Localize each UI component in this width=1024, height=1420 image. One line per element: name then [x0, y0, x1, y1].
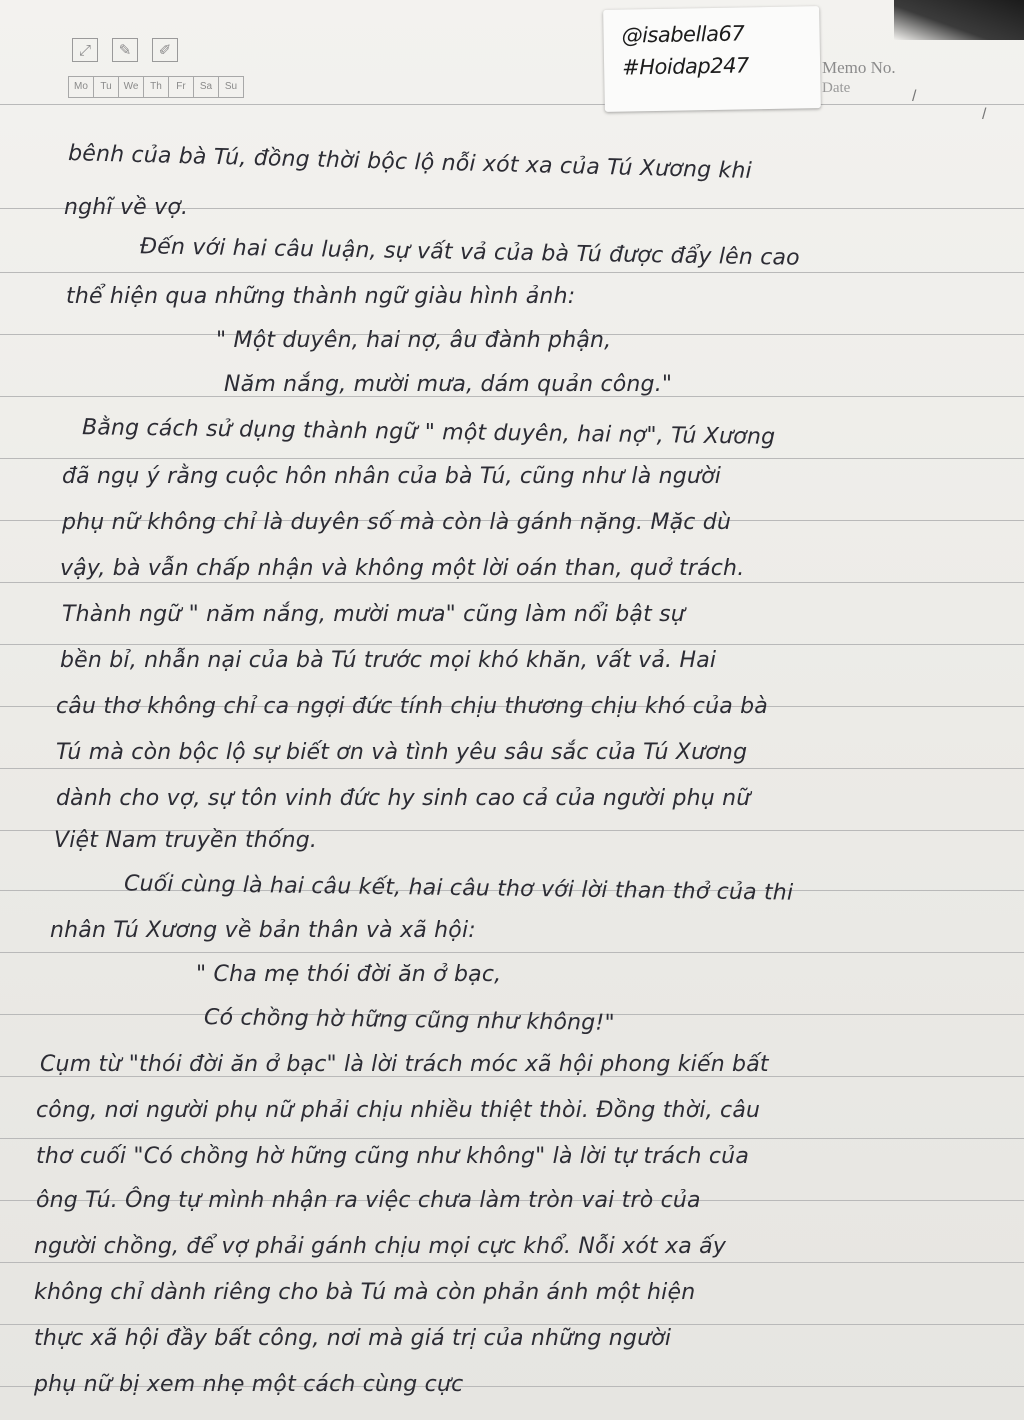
text-line: công, nơi người phụ nữ phải chịu nhiều thiệt thòi. Đồng thời, câu	[36, 1098, 761, 1123]
text-line: thể hiện qua những thành ngữ giàu hình ảnh:	[66, 284, 576, 309]
text-line: bênh của bà Tú, đồng thời bộc lộ nỗi xót xa của Tú Xương khi	[67, 141, 753, 184]
date-label: Date	[822, 80, 851, 96]
weekday-label: Sa	[194, 77, 219, 97]
text-line: bền bỉ, nhẫn nại của bà Tú trước mọi khó khăn, vất vả. Hai	[60, 648, 717, 673]
weekday-label: Tu	[94, 77, 119, 97]
date-separator: /	[912, 88, 917, 105]
text-line: người chồng, để vợ phải gánh chịu mọi cực khổ. Nỗi xót xa ấy	[34, 1234, 727, 1259]
text-line: Thành ngữ " năm nắng, mười mưa" cũng làm nổi bật sự	[62, 602, 685, 627]
text-line: Bằng cách sử dụng thành ngữ " một duyên, hai nợ", Tú Xương	[81, 415, 776, 450]
edit-icon: ✐	[152, 38, 178, 62]
text-line: " Cha mẹ thói đời ăn ở bạc,	[196, 962, 502, 987]
text-line: câu thơ không chỉ ca ngợi đức tính chịu thương chịu khó của bà	[56, 694, 768, 719]
text-line: Có chồng hờ hững cũng như không!"	[203, 1005, 615, 1036]
weekday-label: Th	[144, 77, 169, 97]
text-line: Cuối cùng là hai câu kết, hai câu thơ với lời than thở của thi	[123, 871, 794, 906]
text-line: dành cho vợ, sự tôn vinh đức hy sinh cao cả của người phụ nữ	[56, 786, 751, 811]
text-line: Tú mà còn bộc lộ sự biết ơn và tình yêu sâu sắc của Tú Xương	[56, 740, 748, 765]
text-line: nhân Tú Xương về bản thân và xã hội:	[50, 918, 476, 943]
text-line: thực xã hội đầy bất công, nơi mà giá trị của những người	[34, 1326, 672, 1351]
text-line: Đến với hai câu luận, sự vất vả của bà Tú được đẩy lên cao	[139, 234, 801, 271]
text-line: vậy, bà vẫn chấp nhận và không một lời oán than, quở trách.	[60, 556, 745, 581]
sticker-tag: #Hoidap247	[621, 53, 750, 80]
text-line: phụ nữ bị xem nhẹ một cách cùng cực	[34, 1372, 464, 1397]
date-separator: /	[982, 106, 987, 123]
text-line: ông Tú. Ông tự mình nhận ra việc chưa làm tròn vai trò của	[36, 1188, 701, 1213]
sticker-handle: @isabella67	[621, 21, 745, 48]
expand-icon: ⤢	[72, 38, 98, 62]
text-line: Cụm từ "thói đời ăn ở bạc" là lời trách móc xã hội phong kiến bất	[40, 1052, 769, 1077]
text-line: " Một duyên, hai nợ, âu đành phận,	[216, 328, 612, 353]
text-line: thơ cuối "Có chồng hờ hững cũng như không" là lời tự trách của	[36, 1144, 750, 1169]
weekday-label: Su	[224, 81, 238, 92]
text-line: Năm nắng, mười mưa, dám quản công."	[224, 372, 673, 397]
weekday-label: Mo	[69, 77, 94, 97]
text-line: nghĩ về vợ.	[64, 195, 189, 220]
pen-icon: ✎	[112, 38, 138, 62]
text-line: phụ nữ không chỉ là duyên số mà còn là gánh nặng. Mặc dù	[62, 510, 732, 535]
weekday-label: Fr	[169, 77, 194, 97]
memo-label: Memo No.	[822, 58, 896, 77]
weekday-label: We	[119, 77, 144, 97]
text-line: Việt Nam truyền thống.	[54, 828, 318, 853]
text-line: không chỉ dành riêng cho bà Tú mà còn phản ánh một hiện	[34, 1280, 696, 1305]
text-line: đã ngụ ý rằng cuộc hôn nhân của bà Tú, cũng như là người	[62, 464, 722, 489]
